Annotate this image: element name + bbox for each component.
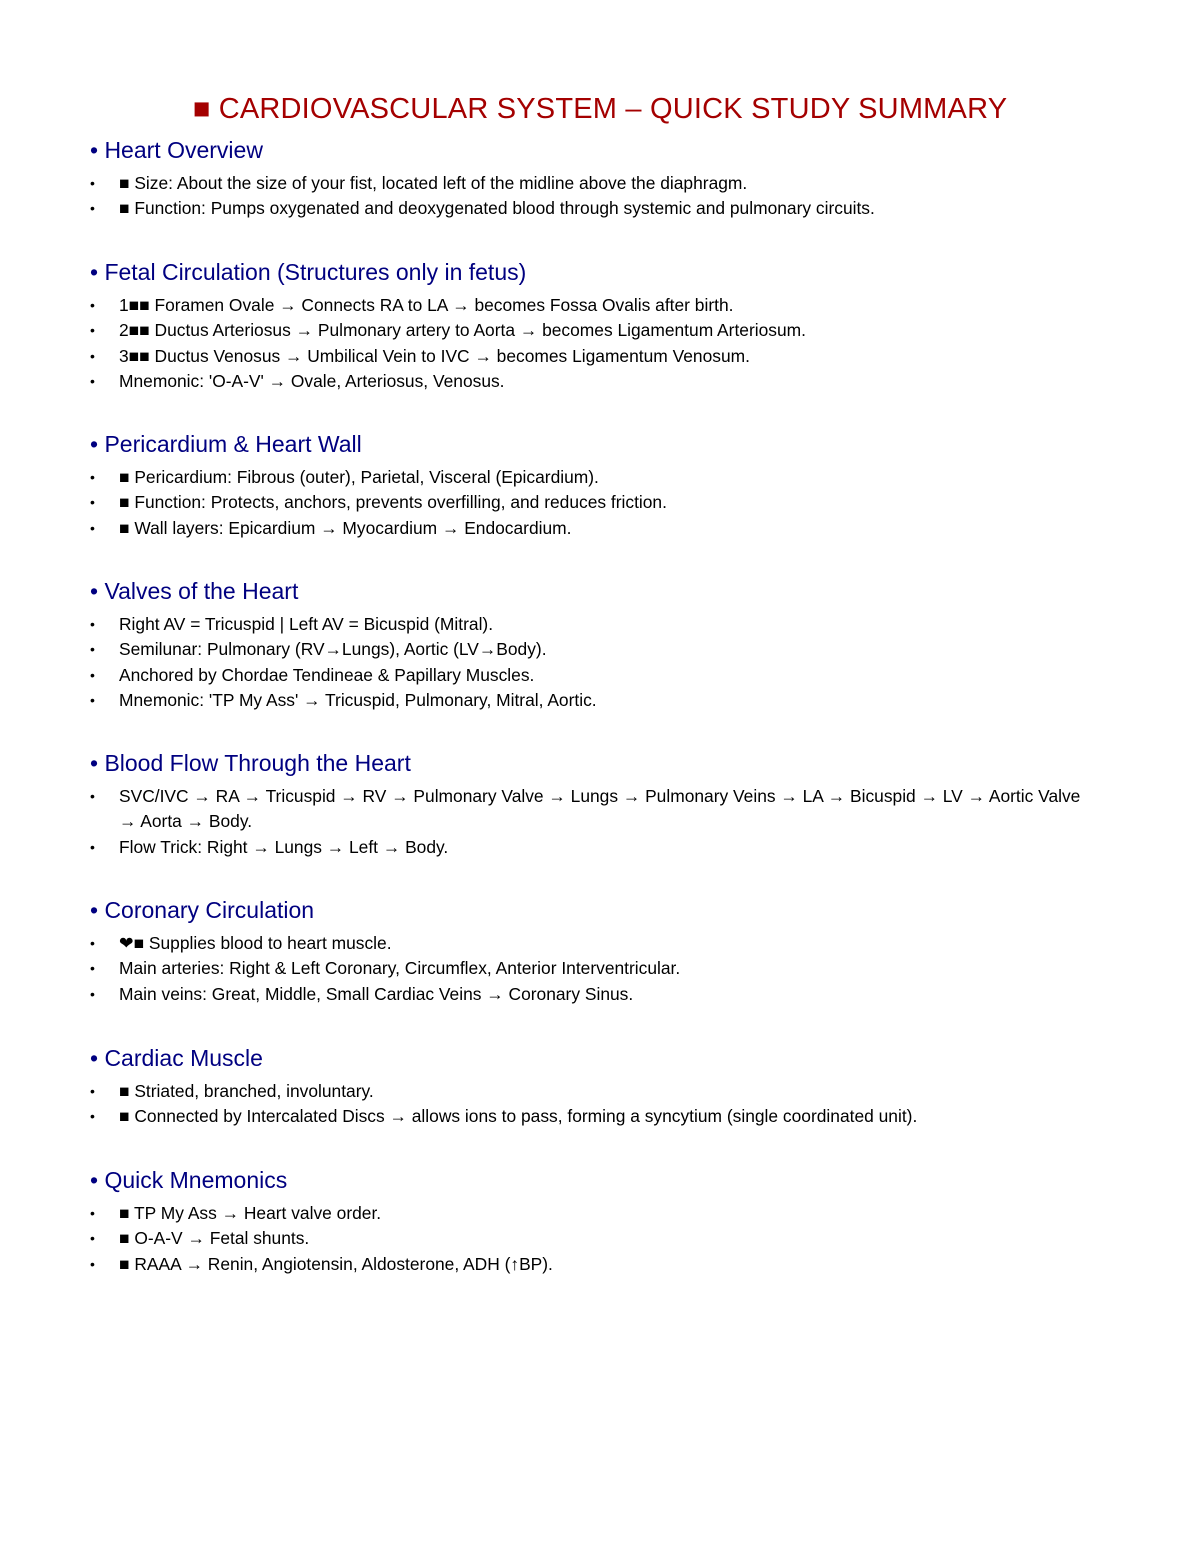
section-heading: • Fetal Circulation (Structures only in fetus)	[90, 259, 527, 285]
page-title: ■ CARDIOVASCULAR SYSTEM – QUICK STUDY SUMMARY	[192, 93, 1008, 125]
list-item: • ■ Wall layers: Epicardium → Myocardium → Endocardium.	[90, 516, 1120, 541]
section-valves	[90, 577, 1120, 714]
list-item: • ■ Striated, branched, involuntary.	[90, 1079, 1120, 1104]
list-item: • Mnemonic: 'O-A-V' → Ovale, Arteriosus, Venosus.	[90, 369, 1120, 394]
section-blood-flow	[90, 749, 1120, 860]
list-item: • Anchored by Chordae Tendineae & Papillary Muscles.	[90, 663, 1120, 688]
list-item: • 1■■ Foramen Ovale → Connects RA to LA → becomes Fossa Ovalis after birth.	[90, 293, 1120, 318]
list-item: • ■ Connected by Intercalated Discs → allows ions to pass, forming a syncytium (single coordinated unit).	[90, 1104, 1120, 1129]
list-item: • ■ RAAA → Renin, Angiotensin, Aldosterone, ADH (↑BP).	[90, 1252, 1120, 1277]
list-item: • Flow Trick: Right → Lungs → Left → Body.	[90, 835, 1120, 860]
bullet-list	[90, 171, 1120, 222]
bullet-list	[90, 931, 1120, 1007]
section-heading: • Heart Overview	[90, 137, 263, 163]
bullet-list	[90, 612, 1120, 714]
section-quick-mnemonics	[90, 1166, 1120, 1277]
list-item: • 3■■ Ductus Venosus → Umbilical Vein to IVC → becomes Ligamentum Venosum.	[90, 344, 1120, 369]
section-heading: • Cardiac Muscle	[90, 1045, 263, 1071]
list-item: • Semilunar: Pulmonary (RV→Lungs), Aortic (LV→Body).	[90, 637, 1120, 662]
section-heading: • Quick Mnemonics	[90, 1167, 288, 1193]
list-item: • Main arteries: Right & Left Coronary, Circumflex, Anterior Interventricular.	[90, 956, 1120, 981]
list-item: • ■ Function: Protects, anchors, prevents overfilling, and reduces friction.	[90, 490, 1120, 515]
section-cardiac-muscle	[90, 1044, 1120, 1130]
section-heart-overview	[90, 136, 1120, 222]
list-item: • SVC/IVC → RA → Tricuspid → RV → Pulmonary Valve → Lungs → Pulmonary Veins → LA → Bicuspid → LV → Aortic Valve → Aorta → Body.	[90, 784, 1094, 835]
list-item: • ■ Size: About the size of your fist, located left of the midline above the diaphragm.	[90, 171, 1120, 196]
list-item: • Right AV = Tricuspid | Left AV = Bicuspid (Mitral).	[90, 612, 1120, 637]
bullet-list	[90, 1079, 1120, 1130]
section-pericardium	[90, 430, 1120, 541]
list-item: • ■ O-A-V → Fetal shunts.	[90, 1226, 1120, 1251]
bullet-list	[90, 465, 1120, 541]
section-coronary	[90, 896, 1120, 1007]
list-item: • ■ Pericardium: Fibrous (outer), Parietal, Visceral (Epicardium).	[90, 465, 1120, 490]
section-heading: • Coronary Circulation	[90, 897, 315, 923]
section-fetal-circulation	[90, 258, 1120, 395]
bullet-list	[90, 1201, 1120, 1277]
list-item: • 2■■ Ductus Arteriosus → Pulmonary artery to Aorta → becomes Ligamentum Arteriosum.	[90, 318, 1120, 343]
section-heading: • Pericardium & Heart Wall	[90, 431, 362, 457]
list-item: • Mnemonic: 'TP My Ass' → Tricuspid, Pulmonary, Mitral, Aortic.	[90, 688, 1120, 713]
section-heading: • Valves of the Heart	[90, 578, 299, 604]
list-item: • ❤■ Supplies blood to heart muscle.	[90, 931, 1120, 956]
list-item: • ■ TP My Ass → Heart valve order.	[90, 1201, 1120, 1226]
list-item: • Main veins: Great, Middle, Small Cardiac Veins → Coronary Sinus.	[90, 982, 1120, 1007]
bullet-list	[90, 784, 1120, 860]
section-heading: • Blood Flow Through the Heart	[90, 750, 411, 776]
bullet-list	[90, 293, 1120, 395]
list-item: • ■ Function: Pumps oxygenated and deoxygenated blood through systemic and pulmonary circuits.	[90, 196, 1120, 221]
